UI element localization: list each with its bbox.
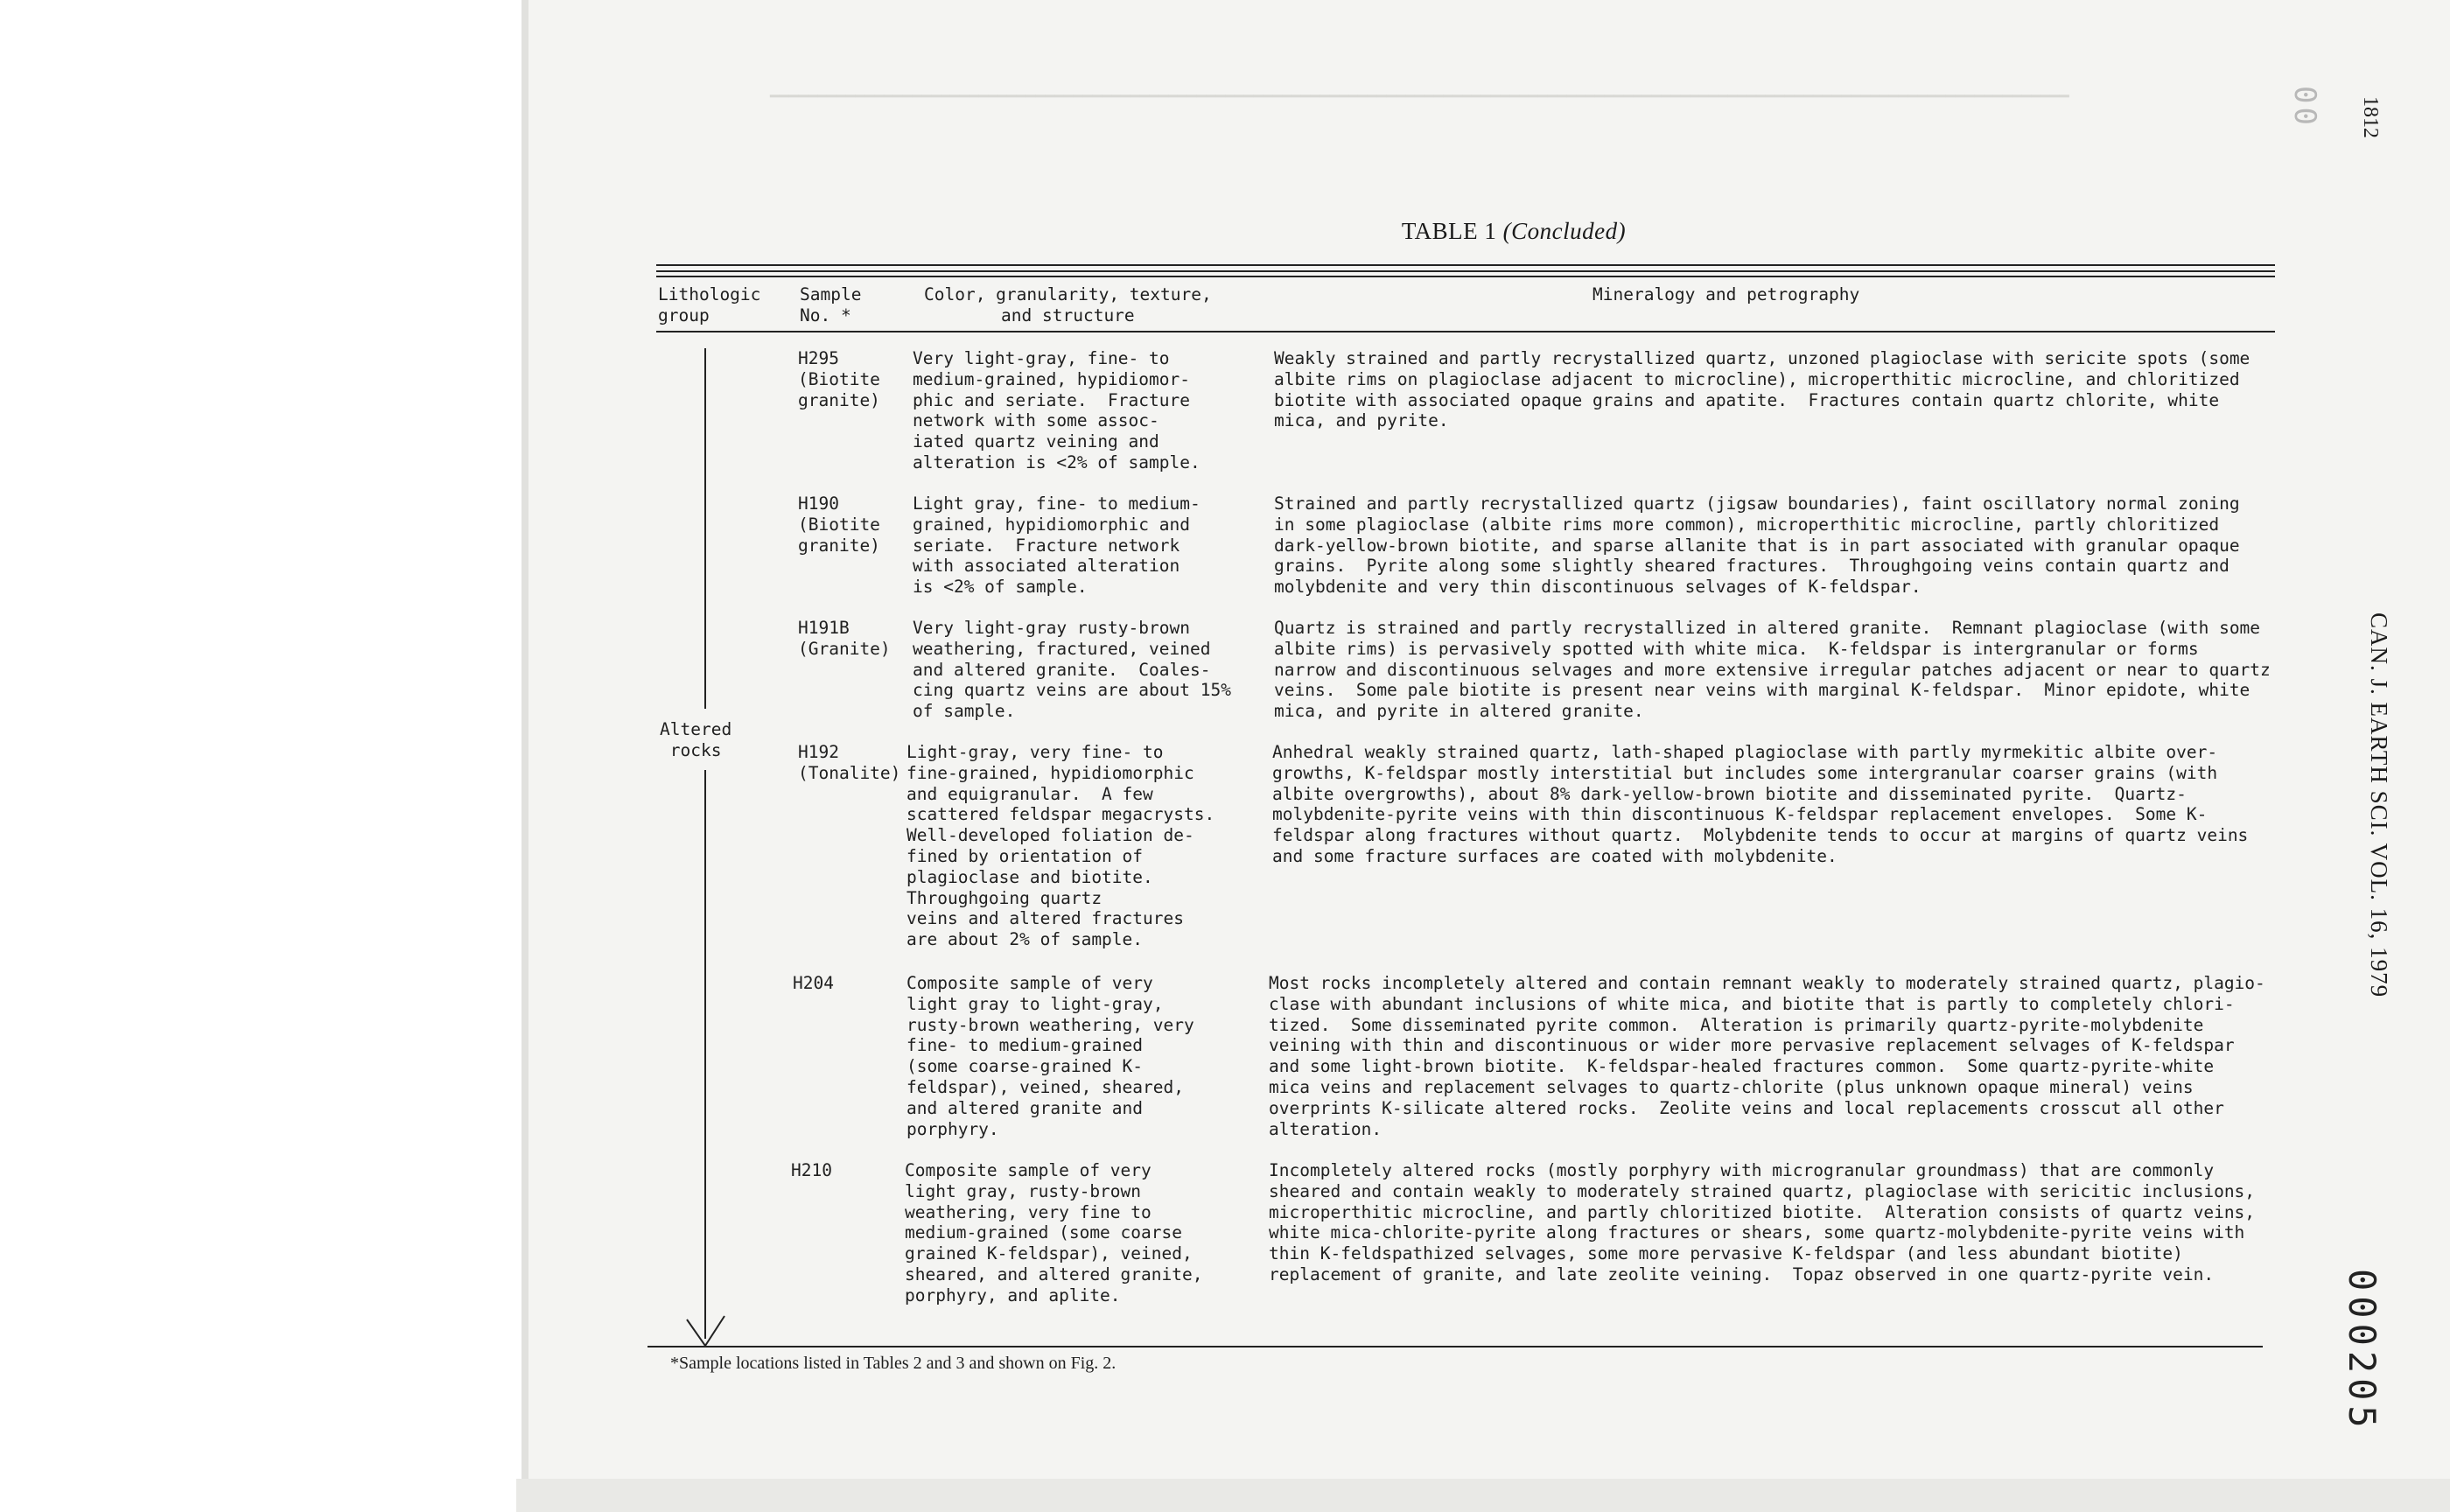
- group-label-altered-rocks: Altered rocks: [660, 719, 732, 760]
- table-row-sample: H190 (Biotite granite): [798, 494, 880, 556]
- header-rule: [656, 331, 2275, 332]
- table-row-description: Composite sample of very light gray, rusty-brown weathering, very fine to medium-grained (some coarse grained K-feldspar), veined, sheared, and altered granite, porphyry, and aplite.: [905, 1160, 1203, 1306]
- header-lithologic-group: Lithologic group: [658, 284, 761, 326]
- group-bracket-line-upper: [704, 348, 706, 709]
- margin-stamp-top: 00: [2287, 86, 2322, 129]
- table-row-mineralogy: Quartz is strained and partly recrystallized in altered granite. Remnant plagioclase (with some albite rims) is pervasively spotted with white mica. K-feldspar is intergranular or forms narrow and discontinuous selvages and more extensive irregular patches adjacent or near to quartz veins. Some pale biotite is present near veins with marginal K-feldspar. Minor epidote, white mica, and pyrite in altered granite.: [1274, 618, 2271, 722]
- bleed-through-texture: ━━━━━━━━━━━━━━━━━━━━━━━━━━━━━━━━━━━━━━━━━━━━━━━━━━━━━━━━━━━━━━━━━━━━━━━━━━━━━━━━━━━━━━━━━━━━━━━━━━━━━━━━━━━━━━━━━━━━━━━━━━━━━━━━━━━━━━━━━: [770, 88, 2069, 105]
- header-description: Color, granularity, texture, and structure: [924, 284, 1212, 326]
- table-footnote: *Sample locations listed in Tables 2 and 3 and shown on Fig. 2.: [670, 1354, 1116, 1373]
- group-bracket-line-lower: [704, 770, 706, 1339]
- table-row-description: Very light-gray rusty-brown weathering, fractured, veined and altered granite. Coales- cing quartz veins are about 15% of sample.: [913, 618, 1231, 722]
- table-title-prefix: TABLE 1: [1401, 218, 1497, 244]
- page-edge: [522, 0, 528, 1512]
- table-row-description: Light gray, fine- to medium- grained, hypidiomorphic and seriate. Fracture network with associated alteration is <2% of sample.: [913, 494, 1200, 598]
- table-title-suffix: (Concluded): [1502, 218, 1627, 244]
- arrow-down-icon: [684, 1312, 728, 1348]
- table-row-mineralogy: Most rocks incompletely altered and contain remnant weakly to moderately strained quartz, plagio- clase with abundant inclusions of white mica, and biotite that is partly to completely chlori- tized. Some disseminated pyrite common. Alteration is primarily quartz-pyrite-molybdenite veining with thin and discontinuous or wider more pervasive replacement selvages of K-feldspar and some light-brown biotite. K-feldspar-healed fractures common. Some quartz-pyrite-white mica veins and replacement selvages to quartz-chlorite (plus unknown opaque mineral) veins overprints K-silicate altered rocks. Zeolite veins and local replacements crosscut all other alteration.: [1269, 973, 2265, 1139]
- table-title: [1312, 218, 1715, 245]
- margin-page-number: 1812: [2359, 96, 2382, 138]
- table-row-description: Composite sample of very light gray to light-gray, rusty-brown weathering, very fine- to medium-grained (some coarse-grained K- feldspar), veined, sheared, and altered granite and porphyry.: [906, 973, 1194, 1139]
- margin-archive-stamp: 000205: [2341, 1269, 2384, 1433]
- top-rule-1: [656, 264, 2275, 266]
- table-row-sample: H204: [793, 973, 834, 993]
- top-rule-2: [656, 270, 2275, 272]
- table-row-sample: H210: [791, 1160, 832, 1180]
- table-row-mineralogy: Incompletely altered rocks (mostly porphyry with microgranular groundmass) that are commonly sheared and contain weakly to moderately strained quartz, plagioclase with sericitic inclusions, microperthitic microcline, and partly chloritized biotite. Alteration consists of quartz veins, white mica-chlorite-pyrite along fractures or shears, some quartz-molybdenite-pyrite veins with thin K-feldspathized selvages, some more pervasive K-feldspar (and less abundant biotite) replacement of granite, and late zeolite veining. Topaz observed in one quartz-pyrite vein.: [1269, 1160, 2256, 1284]
- bottom-rule: [648, 1346, 2263, 1348]
- table-row-description: Light-gray, very fine- to fine-grained, hypidiomorphic and equigranular. A few scattered feldspar megacrysts. Well-developed foliation de- fined by orientation of plagioclase and biotite. Throughgoing quartz veins and altered fractures are about 2% of sample.: [906, 742, 1215, 950]
- table-row-sample: H191B (Granite): [798, 618, 891, 659]
- table-row-mineralogy: Anhedral weakly strained quartz, lath-shaped plagioclase with partly myrmekitic albite over- growths, K-feldspar mostly interstitial but includes some intergranular coarser grains (with albite overgrowths), about 8% dark-yellow-brown biotite and disseminated pyrite. Quartz- molybdenite-pyrite veins with thin discontinuous K-feldspar replacement envelopes. Some K- feldspar along fractures without quartz. Molybdenite tends to occur at margins of quartz veins and some fracture surfaces are coated with molybdenite.: [1272, 742, 2249, 866]
- top-rule-3: [656, 276, 2275, 277]
- table-row-sample: H192 (Tonalite): [798, 742, 901, 783]
- table-row-mineralogy: Strained and partly recrystallized quartz (jigsaw boundaries), faint oscillatory normal zoning in some plagioclase (albite rims more common), microperthitic microcline, partly chloritized dark-yellow-brown biotite, and sparse allanite that is in part associated with granular opaque grains. Pyrite along some slightly sheared fractures. Throughgoing veins contain quartz and molybdenite and very thin discontinuous selvages of K-feldspar.: [1274, 494, 2240, 598]
- margin-journal-citation: CAN. J. EARTH SCI. VOL. 16, 1979: [2366, 612, 2392, 998]
- table-row-description: Very light-gray, fine- to medium-grained, hypidiomor- phic and seriate. Fracture network with some assoc- iated quartz veining and alteration is <2% of sample.: [913, 348, 1200, 472]
- header-mineralogy: Mineralogy and petrography: [1592, 284, 1860, 304]
- page-bottom-strip: [516, 1479, 2450, 1512]
- header-sample-no: Sample No. *: [800, 284, 862, 326]
- table-row-mineralogy: Weakly strained and partly recrystallized quartz, unzoned plagioclase with sericite spots (some albite rims on plagioclase adjacent to microcline), microperthitic microcline, and chloritized biotite with associated opaque grains and apatite. Fractures contain quartz chlorite, white mica, and pyrite.: [1274, 348, 2250, 431]
- table-row-sample: H295 (Biotite granite): [798, 348, 880, 410]
